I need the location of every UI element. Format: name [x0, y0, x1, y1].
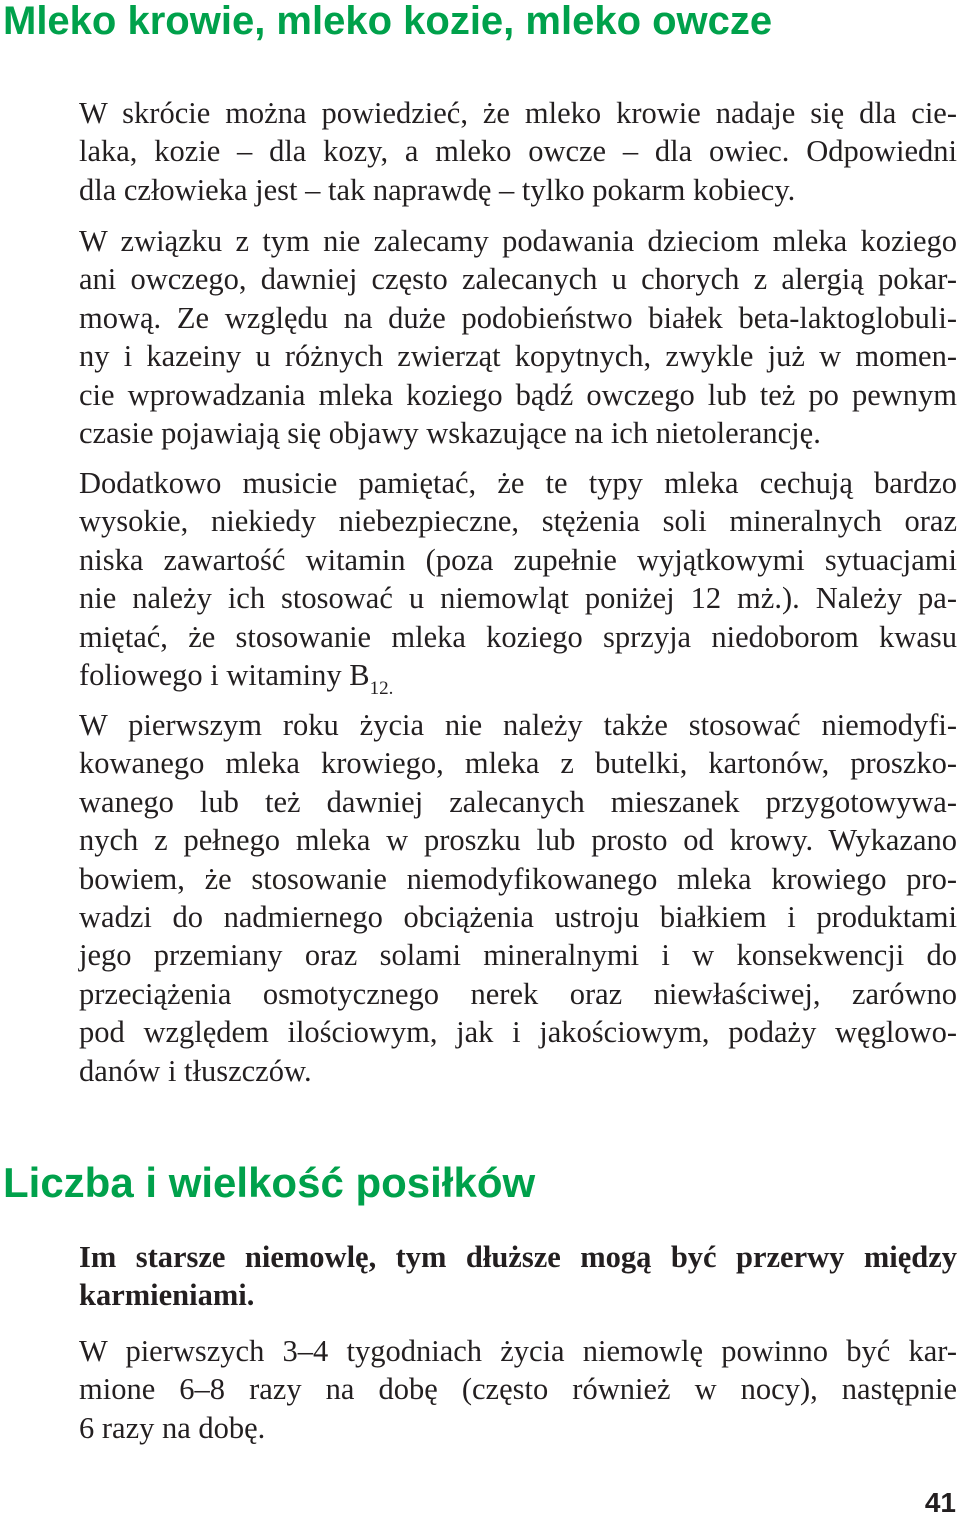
section-heading-meal-count: Liczba i wielkość posiłków [3, 1159, 536, 1206]
text-line: wadzi do nadmiernego obciążenia ustroju białkiem i produktami [79, 899, 957, 934]
text-line: W pierwszym roku życia nie należy także stosować niemodyfi- [79, 708, 957, 742]
text-line: W pierwszych 3–4 tygodniach życia niemowlę powinno być kar- [79, 1334, 957, 1368]
text-line: mową. Ze względu na duże podobieństwo białek beta-laktoglobuli- [79, 300, 957, 335]
text-line: pod względem ilościowym, jak i jakościowym, podaży węglowo- [79, 1015, 957, 1050]
text-line: Im starsze niemowlę, tym dłuższe mogą być przerwy między [79, 1240, 957, 1274]
paragraph-first-year-cow-milk [79, 706, 957, 1090]
text-line: danów i tłuszczów. [79, 1053, 312, 1088]
text-line: karmieniami. [79, 1278, 255, 1313]
vitamin-subscript: 12. [369, 677, 394, 699]
text-line: miętać, że stosowanie mleka koziego sprzyja niedoborom kwasu [79, 619, 957, 654]
text-line: jego przemiany oraz solami mineralnymi i w konsekwencji do [79, 938, 957, 973]
paragraph-mineral-content [79, 464, 957, 699]
text-line: wanego lub też dawniej zalecanych mieszanek przygotowywa- [79, 784, 957, 819]
text-line: kowanego mleka krowiego, mleka z butelki, kartonów, proszko- [79, 746, 957, 781]
text-line: W związku z tym nie zalecamy podawania dzieciom mleka koziego [79, 224, 957, 258]
text-line: przeciążenia osmotycznego nerek oraz niewłaściwej, zarówno [79, 976, 957, 1011]
text-line: Dodatkowo musicie pamiętać, że te typy mleka cechują bardzo [79, 466, 957, 500]
paragraph-feeding-frequency [79, 1332, 957, 1447]
text-line: W skrócie można powiedzieć, że mleko krowie nadaje się dla cie- [79, 96, 957, 130]
text-line: ny i kazeiny u różnych zwierząt kopytnych, zwykle już w momen- [79, 339, 957, 374]
text-line: dla człowieka jest – tak naprawdę – tylko pokarm kobiecy. [79, 172, 796, 207]
text-line: laka, kozie – dla kozy, a mleko owcze – dla owiec. Odpowiedni [79, 134, 957, 169]
text-line: bowiem, że stosowanie niemodyfikowanego mleka krowiego pro- [79, 861, 957, 896]
text-line: niska zawartość witamin (poza zupełnie wyjątkowymi sytuacjami [79, 542, 957, 577]
text-line: 6 razy na dobę. [79, 1410, 266, 1445]
page-number: 41 [924, 1487, 956, 1518]
text-line [79, 656, 957, 699]
text-line: ani owczego, dawniej często zalecanych u chorych z alergią pokar- [79, 262, 957, 297]
text-line: czasie pojawiają się objawy wskazujące na ich nietolerancję. [79, 415, 821, 450]
text-line-content: foliowego i witaminy B [79, 657, 370, 692]
text-line: wysokie, niekiedy niebezpieczne, stężenia soli mineralnych oraz [79, 504, 957, 539]
paragraph-animal-milk-intro [79, 94, 957, 209]
lead-paragraph-feeding-intervals [79, 1238, 957, 1315]
section-heading-milk-types: Mleko krowie, mleko kozie, mleko owcze [3, 0, 773, 43]
text-line: nych z pełnego mleka w proszku lub prosto od krowy. Wykazano [79, 823, 957, 858]
paragraph-allergy-recommendation [79, 222, 957, 452]
text-line: cie wprowadzania mleka koziego bądź owczego lub też po pewnym [79, 377, 957, 412]
text-line: nie należy ich stosować u niemowląt poniżej 12 mż.). Należy pa- [79, 581, 957, 616]
text-line: mione 6–8 razy na dobę (często również w nocy), następnie [79, 1372, 957, 1407]
